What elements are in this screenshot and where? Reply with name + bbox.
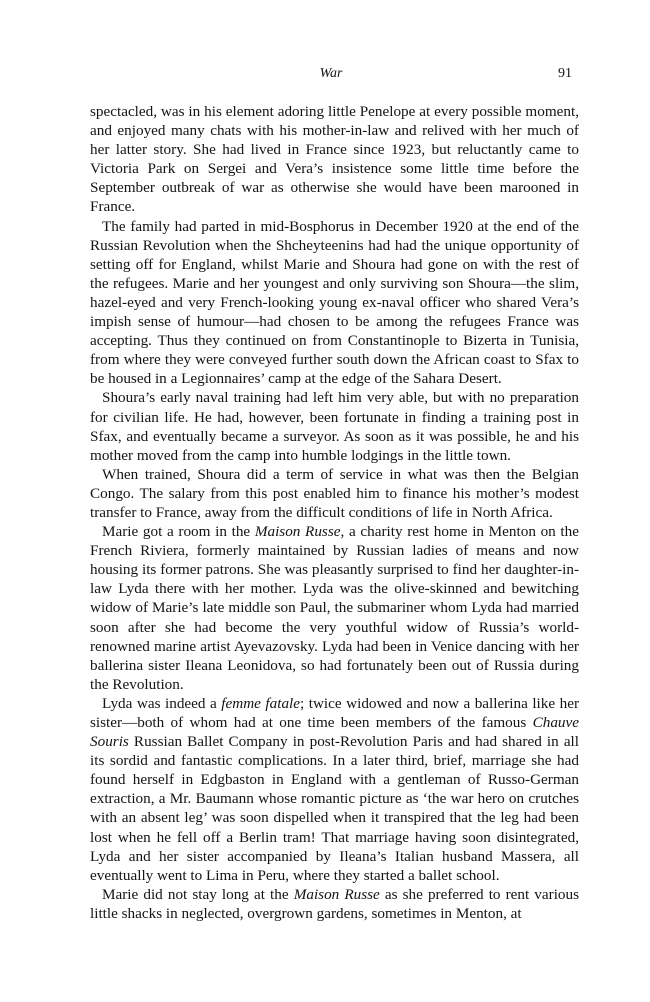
running-head [90, 66, 572, 86]
text-run: Shoura’s early naval training had left him very able, but with no preparation for civilian life. He had, however, been fortunate in finding a training post in Sfax, and eventually became a surveyor. As soon as it was possible, he and his mother moved from the camp into humble lodgings in the little town. [90, 389, 579, 464]
paragraph [90, 102, 579, 217]
paragraph [90, 694, 579, 885]
body-text [90, 102, 579, 923]
italic-text: femme fatale [221, 694, 301, 712]
italic-text: Maison Russe [254, 523, 341, 541]
paragraph [90, 522, 579, 694]
running-head-title: War [319, 66, 343, 81]
text-run: Lyda was indeed a [102, 694, 222, 712]
text-run: Russian Ballet Company in post-Revolution Paris and had shared in all its sordid and fantastic complications. In a later third, brief, marriage she had found herself in Edgbaston in England with a gentleman of Russo-German extraction, a Mr. Baumann whose romantic picture as ‘the war hero on crutches with an absent leg’ was soon dispelled when it transpired that the leg had been lost when he fell off a Berlin tram! That marriage having soon disintegrated, Lyda and her sister accompanied by Ileana’s Italian husband Massera, all eventually went to Lima in Peru, where they started a ballet school. [90, 733, 579, 884]
text-run: The family had parted in mid-Bosphorus in December 1920 at the end of the Russian Revolution when the Shcheyteenins had had the unique opportunity of setting off for England, whilst Marie and Shoura had gone on with the rest of the refugees. Marie and her youngest and only surviving son Shoura—the slim, hazel-eyed and very French-looking young ex-naval officer who shared Vera’s impish sense of humour—had chosen to be among the refugees France was accepting. Thus they continued on from Constantinople to Bizerta in Tunisia, from where they were conveyed further south down the African coast to Sfax to be housed in a Legionnaires’ camp at the edge of the Sahara Desert. [90, 217, 579, 388]
text-run: When trained, Shoura did a term of service in what was then the Belgian Congo. The salary from this post enabled him to finance his mother’s modest transfer to France, away from the difficult conditions of life in North Africa. [90, 465, 579, 521]
paragraph [90, 465, 579, 522]
text-run: spectacled, was in his element adoring little Penelope at every possible moment, and enjoyed many chats with his mother-in-law and relived with her much of her latter story. She had lived in France since 1923, but reluctantly came to Victoria Park on Sergei and Vera’s insistence some little time before the September outbreak of war as otherwise she would have been marooned in France. [90, 103, 579, 216]
text-run: ; twice widowed and now a ballerina like her sister—both of whom had at one time been members of the famous [90, 694, 580, 731]
paragraph [90, 388, 579, 464]
text-run: as she preferred to rent various little shacks in neglected, overgrown gardens, sometimes in Menton, at [90, 885, 580, 922]
text-run: , a charity rest home in Menton on the French Riviera, formerly maintained by Russian ladies of means and now housing its former patrons. She was pleasantly surprised to find her daughter-in-law Lyda there with her mother. Lyda was the olive-skinned and bewitching widow of Marie’s late middle son Paul, the submariner whom Lyda had married soon after she had become the very youthful widow of Russia’s world-renowned marine artist Ayevazovsky. Lyda had been in Venice dancing with her ballerina sister Ileana Leonidova, so had fortunately been out of Russia during the Revolution. [90, 523, 579, 693]
paragraph [90, 885, 579, 923]
italic-text: Maison Russe [293, 885, 380, 903]
text-run: Marie did not stay long at the [102, 885, 294, 903]
text-run: Marie got a room in the [102, 523, 255, 541]
paragraph [90, 217, 579, 389]
page-number: 91 [558, 66, 572, 81]
italic-text: Chauve Souris [90, 714, 579, 751]
